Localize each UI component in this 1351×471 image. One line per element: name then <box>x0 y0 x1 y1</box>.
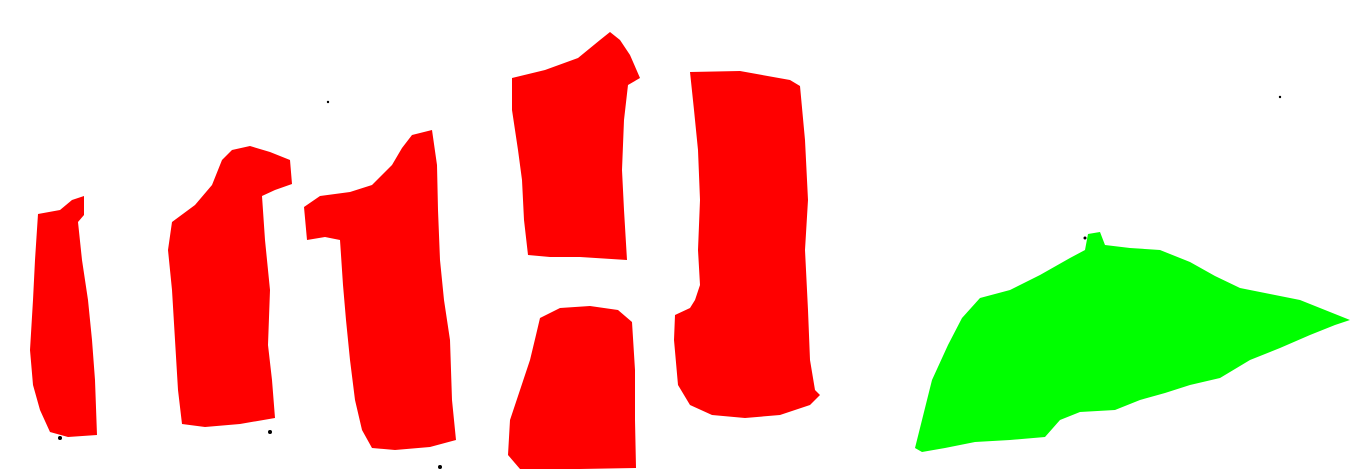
red-region-3 <box>304 130 456 450</box>
speck-2 <box>268 430 272 434</box>
green-region-1 <box>915 232 1350 452</box>
speck-3 <box>438 465 442 469</box>
red-region-5 <box>508 306 636 469</box>
speck-4 <box>1084 237 1087 240</box>
red-region-2 <box>168 146 292 427</box>
red-region-1 <box>30 196 97 437</box>
red-region-6 <box>674 71 820 418</box>
speck-1 <box>58 436 62 440</box>
speck-5 <box>1279 96 1281 98</box>
speck-6 <box>327 101 329 103</box>
red-region-4 <box>512 32 640 260</box>
